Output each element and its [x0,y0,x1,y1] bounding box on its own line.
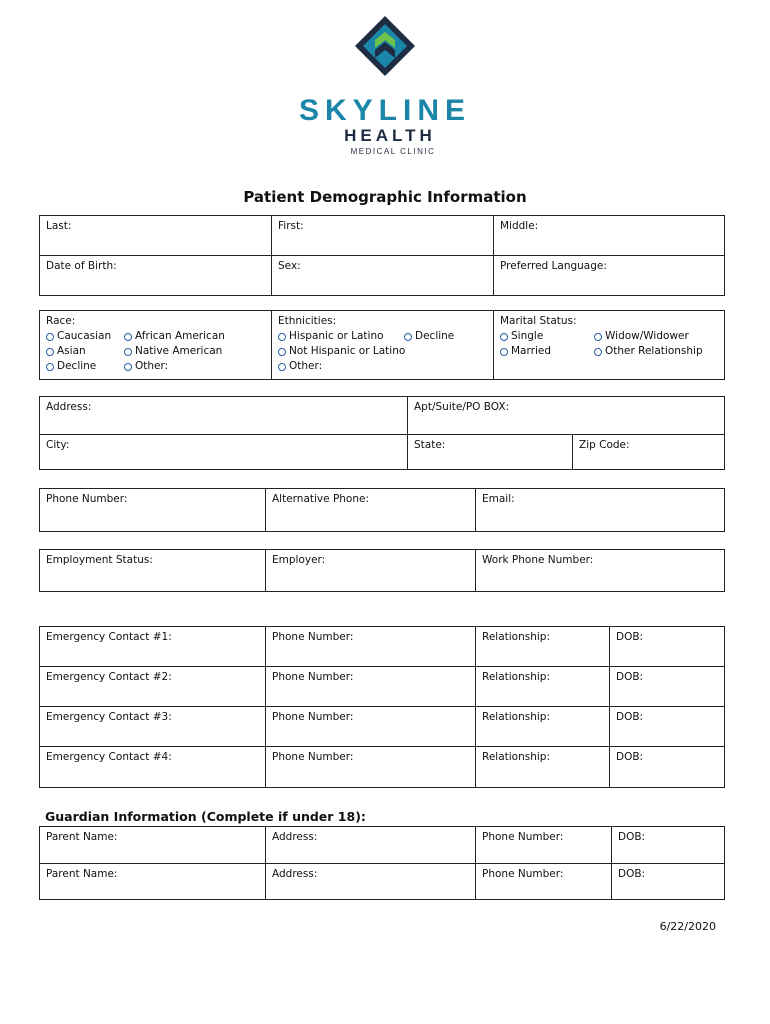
state-field[interactable]: State: [408,435,573,469]
radio-icon[interactable] [46,348,54,356]
employment-status-field[interactable]: Employment Status: [40,550,266,591]
emergency-contact-field[interactable]: Emergency Contact #4: [40,747,266,787]
race-option-asian[interactable]: Asian [46,344,116,359]
race-option-decline[interactable]: Decline [46,359,116,374]
form-date: 6/22/2020 [659,920,716,933]
radio-icon[interactable] [124,363,132,371]
race-option-other[interactable]: Other: [124,359,168,374]
phone-field[interactable]: Phone Number: [40,489,266,531]
radio-icon[interactable] [278,348,286,356]
emergency-relationship-field[interactable]: Relationship: [476,747,610,787]
parent-address-field[interactable]: Address: [266,864,476,899]
ethnicity-option-decline[interactable]: Decline [404,329,454,344]
parent-dob-field[interactable]: DOB: [612,827,724,864]
radio-icon[interactable] [594,333,602,341]
marital-option-widow[interactable]: Widow/Widower [594,329,689,344]
emergency-contacts-section [39,626,725,788]
radio-icon[interactable] [278,333,286,341]
emergency-phone-field[interactable]: Phone Number: [266,627,476,667]
emergency-dob-field[interactable]: DOB: [610,627,724,667]
race-option-native-american[interactable]: Native American [124,344,222,359]
work-phone-field[interactable]: Work Phone Number: [482,554,594,566]
radio-icon[interactable] [278,363,286,371]
emergency-relationship-field[interactable]: Relationship: [476,707,610,747]
alt-phone-field[interactable]: Alternative Phone: [266,489,476,531]
ethnicity-option-not-hispanic[interactable]: Not Hispanic or Latino [278,344,405,359]
email-field[interactable]: Email: [482,493,515,505]
race-option-african-american[interactable]: African American [124,329,225,344]
guardian-section-title: Guardian Information (Complete if under 18): [45,809,366,824]
dob-field[interactable]: Date of Birth: [40,256,272,295]
language-field[interactable]: Preferred Language: [500,260,607,272]
form-title: Patient Demographic Information [243,188,527,206]
emergency-contact-field[interactable]: Emergency Contact #1: [40,627,266,667]
parent-name-field[interactable]: Parent Name: [40,864,266,899]
emergency-relationship-field[interactable]: Relationship: [476,667,610,707]
radio-icon[interactable] [594,348,602,356]
apt-field[interactable]: Apt/Suite/PO BOX: [408,397,724,435]
ethnicity-group: Ethnicities: Hispanic or Latino Decline Not Hispanic or Latino Other: [272,311,494,379]
sex-field[interactable]: Sex: [272,256,494,295]
emergency-relationship-field[interactable]: Relationship: [476,627,610,667]
city-field[interactable]: City: [40,435,408,469]
zip-field[interactable]: Zip Code: [579,439,630,451]
emergency-phone-field[interactable]: Phone Number: [266,747,476,787]
address-section [39,396,725,470]
skyline-logo-icon [353,14,417,78]
emergency-dob-field[interactable]: DOB: [610,707,724,747]
parent-name-field[interactable]: Parent Name: [40,827,266,864]
parent-address-field[interactable]: Address: [266,827,476,864]
radio-icon[interactable] [124,348,132,356]
brand-tagline: MEDICAL CLINIC [350,147,436,156]
parent-phone-field[interactable]: Phone Number: [476,864,612,899]
marital-status-group: Marital Status: Single Widow/Widower Married Other Relationship [500,315,703,357]
brand-name: SKYLINE [298,94,472,127]
phone-section [39,488,725,532]
emergency-contact-field[interactable]: Emergency Contact #3: [40,707,266,747]
address-field[interactable]: Address: [40,397,408,435]
radio-icon[interactable] [46,363,54,371]
emergency-phone-field[interactable]: Phone Number: [266,707,476,747]
emergency-contact-field[interactable]: Emergency Contact #2: [40,667,266,707]
brand-subname: HEALTH [344,126,436,145]
radio-icon[interactable] [124,333,132,341]
emergency-dob-field[interactable]: DOB: [610,667,724,707]
radio-icon[interactable] [500,333,508,341]
radio-icon[interactable] [404,333,412,341]
radio-icon[interactable] [500,348,508,356]
emergency-dob-field[interactable]: DOB: [616,751,644,763]
ethnicity-option-other[interactable]: Other: [278,359,322,374]
race-group: Race: Caucasian African American Asian Native American Decline Other: [40,311,272,379]
middle-name-field[interactable]: Middle: [494,216,724,256]
marital-option-other-relationship[interactable]: Other Relationship [594,344,703,359]
marital-option-single[interactable]: Single [500,329,586,344]
name-section [39,215,725,296]
clinic-logo [270,14,500,154]
radio-icon[interactable] [46,333,54,341]
guardian-section [39,826,725,900]
last-name-field[interactable]: Last: [40,216,272,256]
parent-phone-field[interactable]: Phone Number: [476,827,612,864]
employer-field[interactable]: Employer: [266,550,476,591]
parent-dob-field[interactable]: DOB: [618,868,646,880]
demographics-section [39,310,725,380]
employment-section [39,549,725,592]
marital-option-married[interactable]: Married [500,344,586,359]
emergency-phone-field[interactable]: Phone Number: [266,667,476,707]
first-name-field[interactable]: First: [272,216,494,256]
ethnicity-option-hispanic[interactable]: Hispanic or Latino [278,329,396,344]
race-option-caucasian[interactable]: Caucasian [46,329,116,344]
